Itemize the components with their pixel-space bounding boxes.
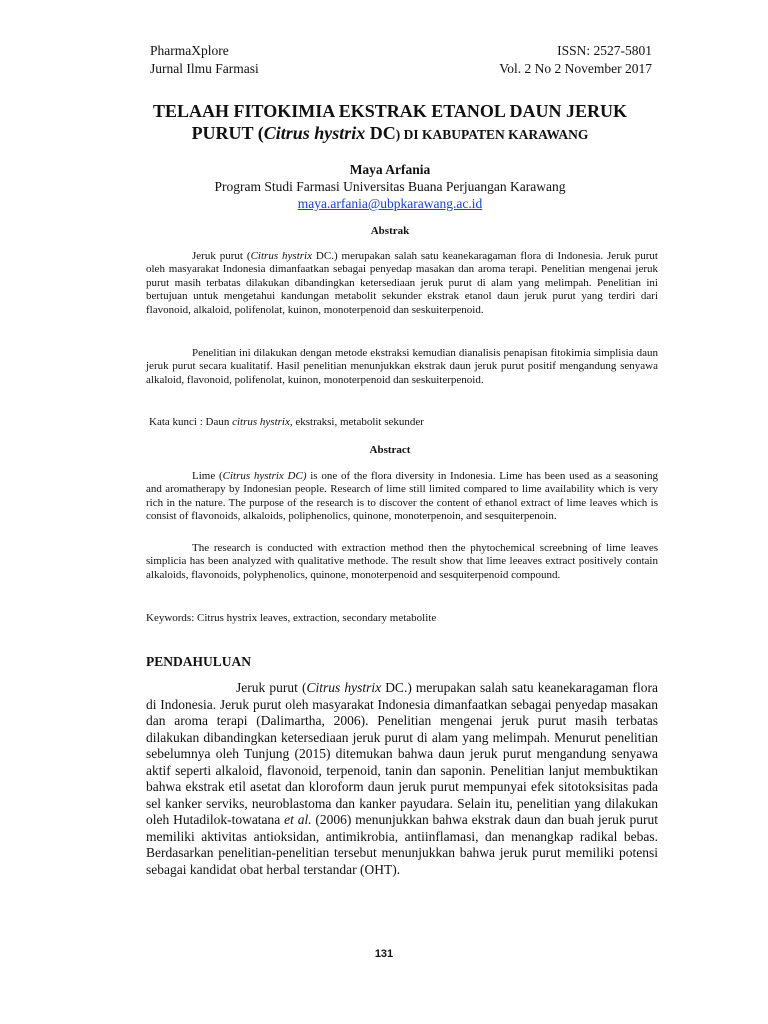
title-author-abbr: DC (365, 123, 396, 143)
pendahuluan-etal: et al. (284, 812, 312, 828)
email-link[interactable]: maya.arfania@ubpkarawang.ac.id (297, 196, 483, 211)
pendahuluan-species: Citrus hystrix (306, 680, 382, 695)
abstrak-heading: Abstrak (370, 225, 410, 237)
abstract-p1-post: is one of the flora diversity in Indonesia. Lime has been used as a seasoning and aromatherapy by Indonesian people. Research of lime still limited compared to lime availability which is very rich in the nature. The purpose of the research is to discover the content of ethanol extract of lime leaves which is consist of flavonoids, alkaloids, poliphenolics, quinone, monoterpenoin, and sesquiterpenoin. (146, 470, 658, 523)
pendahuluan-body (146, 680, 658, 879)
abstrak-paragraph-2: Penelitian ini dilakukan dengan metode ekstraksi kemudian dianalisis penapisan fitokimia simplisia daun jeruk purut secara kualitatif. Hasil penelitian menunjukkan ekstrak daun jeruk purut positif mengandung senyawa alkaloid, flavonoid, polifenolat, kuinon, monoterpenoid dan seskuiterpenoid. (146, 347, 658, 386)
volume-info: Vol. 2 No 2 November 2017 (499, 61, 652, 76)
title-line-1: TELAAH FITOKIMIA EKSTRAK ETANOL DAUN JERUK (153, 101, 627, 121)
author-name: Maya Arfania (349, 162, 431, 177)
abstract-heading: Abstract (369, 444, 411, 456)
pendahuluan-pre: Jeruk purut ( (236, 680, 307, 695)
journal-header-left (150, 42, 259, 78)
abstract-paragraph-2: The research is conducted with extraction method then the phytochemical screebning of lime leaves simplicia has been analyzed with qualitative methode. The result show that lime leeaves extract positively contain alkaloids, flavonoids, polyphenolics, quinone, monoterpenoid and sesquiterpenoid compound. (146, 542, 658, 581)
title-species: Citrus hystrix (263, 123, 366, 143)
journal-name: PharmaXplore (150, 43, 229, 58)
pendahuluan-paragraph (146, 680, 658, 879)
abstrak-p1-post: DC.) merupakan salah satu keanekaragaman flora di Indonesia. Jeruk purut oleh masyarakat Indonesia dimanfaatkan sebagai penyedap masakan dan aroma terapi. Penelitian mengenai jeruk purut masih terbatas dilakukan dibandingkan ketersediaan jeruk purut di alam yang melimpah. Penelitian ini bertujuan untuk mengetahui kandungan metabolit sekunder ekstrak etanol daun jeruk purut yang terdiri dari flavonoid, alkaloid, polifenolat, kuinon, monoterpenoid dan seskuiterpenoid. (146, 250, 658, 316)
title-suffix: ) DI KABUPATEN KARAWANG (395, 127, 589, 142)
kata-kunci-pre: Kata kunci : Daun (149, 416, 233, 428)
kata-kunci-italic: citrus hystrix, (232, 416, 293, 428)
abstract-paragraph-1 (146, 470, 658, 524)
section-heading-pendahuluan: PENDAHULUAN (146, 654, 252, 669)
abstrak-p1-pre: Jeruk purut ( (192, 250, 251, 262)
abstrak-p1-species: Citrus hystrix (250, 250, 312, 262)
abstract-p1-pre: Lime ( (192, 470, 223, 482)
journal-header-right (499, 42, 652, 78)
paper-title (110, 100, 670, 146)
kata-kunci-post: ekstraksi, metabolit sekunder (292, 416, 424, 428)
title-line-2 (110, 122, 670, 146)
keywords: Keywords: Citrus hystrix leaves, extraction, secondary metabolite (146, 612, 437, 624)
journal-subtitle: Jurnal Ilmu Farmasi (150, 61, 259, 76)
title-prefix: PURUT ( (191, 123, 264, 143)
author-affiliation: Program Studi Farmasi Universitas Buana Perjuangan Karawang (214, 179, 566, 194)
pendahuluan-post: (2006) menunjukkan bahwa ekstrak daun dan buah jeruk purut memiliki aktivitas antioksidan, antimikrobia, antiinflamasi, dan menangkap radikal bebas. Berdasarkan penelitian-penelitian tersebut menunjukkan bahwa jeruk purut memiliki potensi sebagai kandidat obat herbal terstandar (OHT). (146, 812, 658, 878)
author-email (110, 196, 670, 212)
abstract-p1-species: Citrus hystrix DC) (222, 470, 307, 482)
pendahuluan-mid: DC.) merupakan salah satu keanekaragaman flora di Indonesia. Jeruk purut oleh masyarakat Indonesia dimanfaatkan sebagai penyedap masakan dan aroma terapi (Dalimartha, 2006). Penelitian mengenai jeruk purut masih terbatas dilakukan dibandingkan ketersediaan jeruk purut di alam yang melimpah. Menurut penelitian sebelumnya oleh Tunjung (2015) ditemukan bahwa daun jeruk purut mengandung senyawa aktif seperti alkaloid, flavonoid, terpenoid, tanin dan saponin. Penelitian lanjut membuktikan bahwa ekstrak etil asetat dan kloroform daun jeruk purut mempunyai efek sitotoksisitas pada sel kanker serviks, neuroblastoma dan kanker payudara. Selain itu, penelitian yang dilakukan oleh Hutadilok-towatana (146, 680, 658, 828)
abstrak-paragraph-1 (146, 250, 658, 317)
issn: ISSN: 2527-5801 (557, 43, 652, 58)
page-number: 131 (374, 948, 394, 960)
kata-kunci (149, 416, 661, 429)
